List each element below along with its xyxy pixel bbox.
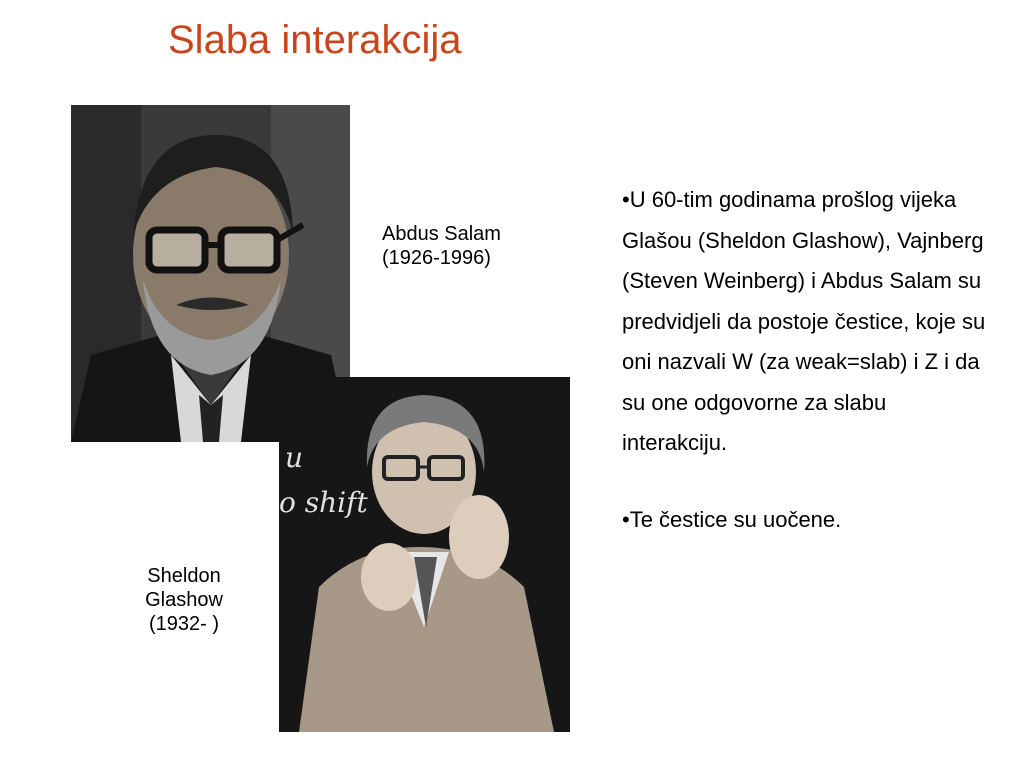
glashow-caption: [120, 564, 248, 636]
slide-title: Slaba interakcija: [168, 18, 462, 62]
glashow-name-line1: Sheldon: [147, 565, 221, 587]
chalk-text-2: o shift: [279, 486, 368, 519]
sheldon-glashow-portrait-illustration: [279, 377, 570, 732]
salam-years: (1926-1996): [382, 247, 491, 269]
bullet-item: •Te čestice su uočene.: [622, 506, 842, 532]
chalk-text-1: u: [285, 441, 304, 474]
salam-name: Abdus Salam: [382, 223, 501, 245]
sheldon-glashow-photo: [279, 377, 570, 732]
glashow-name-line2: Glashow: [145, 589, 223, 611]
bullet-list: [622, 180, 992, 540]
glashow-years: (1932- ): [148, 613, 220, 635]
salam-caption: [382, 222, 501, 270]
bullet-item: •U 60-tim godinama prošlog vijeka Glašou (Sheldon Glashow), Vajnberg (Steven Weinberg) i Abdus Salam su predvidjeli da postoje čestice, koje su oni nazvali W (za weak=slab) i Z i da su one odgovorne za slabu interakciju.: [622, 187, 986, 455]
